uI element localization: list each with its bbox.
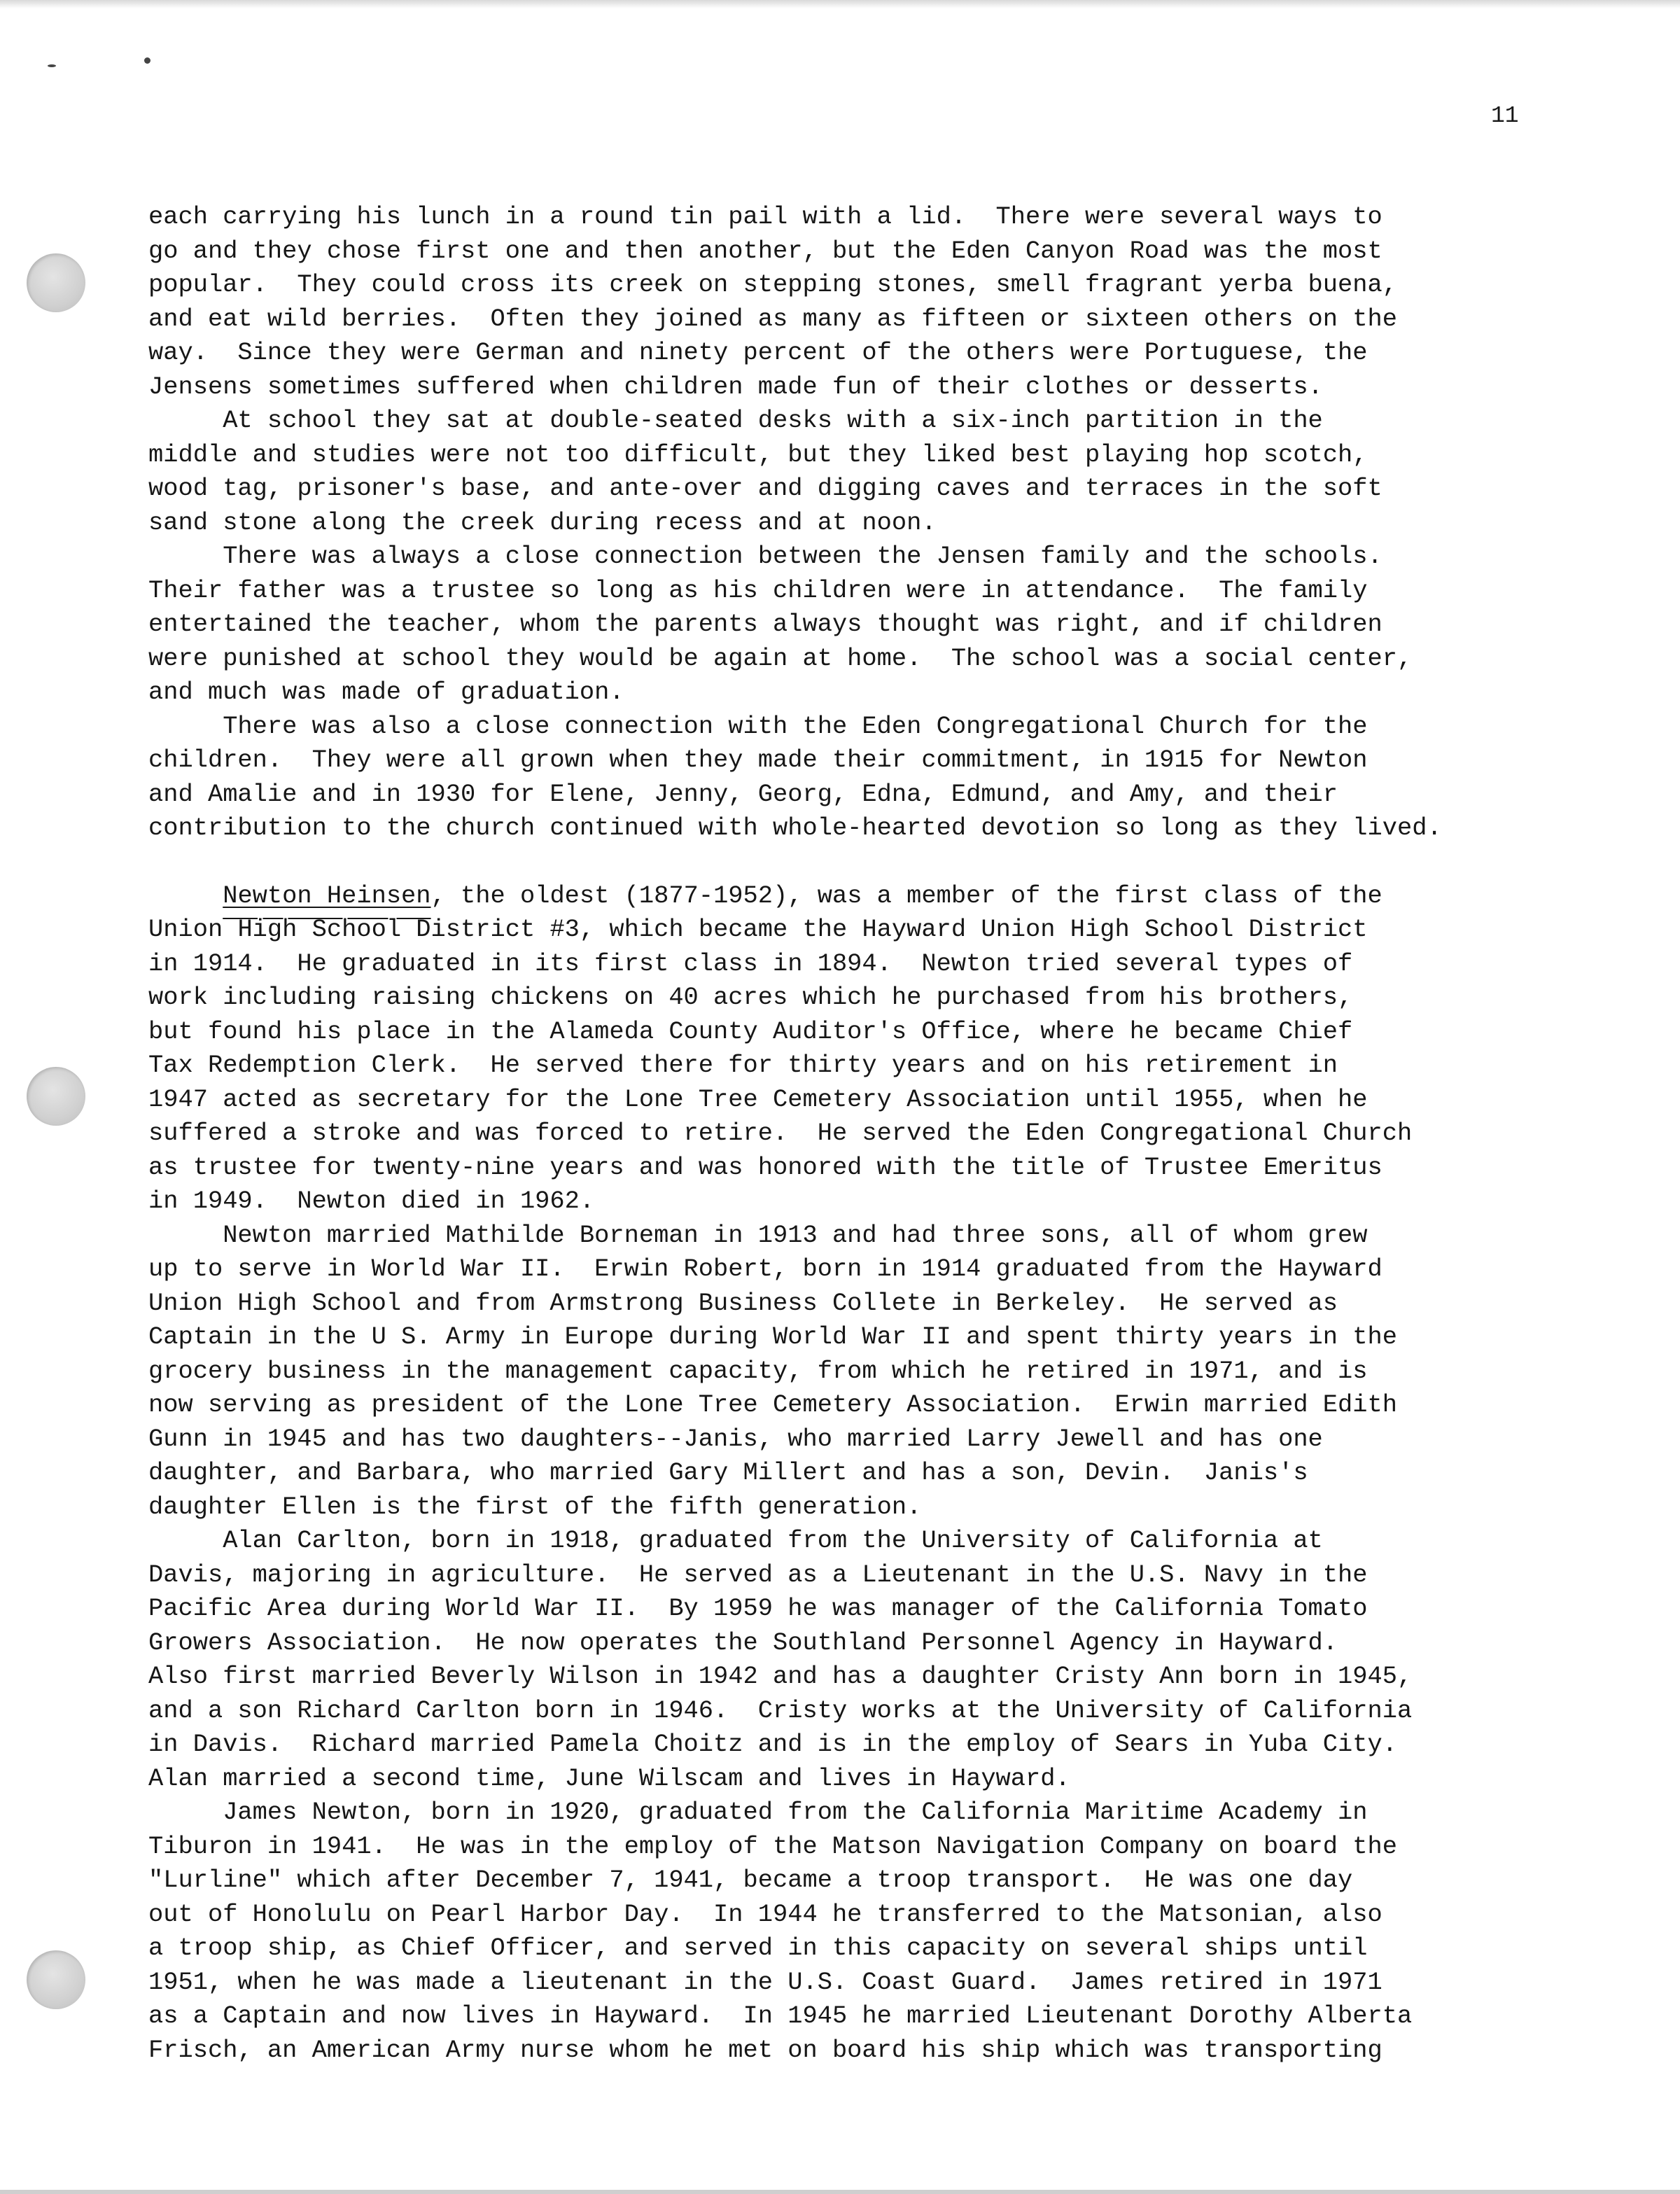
text-line: daughter, and Barbara, who married Gary Millert and has a son, Devin. Janis's: [148, 1459, 1308, 1487]
page-number: 11: [1491, 103, 1519, 129]
text-line: [148, 913, 1611, 947]
text-line: children. They were all grown when they made their commitment, in 1915 for Newton: [148, 746, 1368, 774]
text-line: Tax Redemption Clerk. He served there for thirty years and on his retirement in: [148, 1051, 1338, 1079]
text-line: but found his place in the Alameda County Auditor's Office, where he became Chief: [148, 1017, 1353, 1046]
paragraph-james-newton: [148, 1796, 1611, 2067]
text-line: out of Honolulu on Pearl Harbor Day. In 1944 he transferred to the Matsonian, also: [148, 1900, 1382, 1929]
text-line: were punished at school they would be again at home. The school was a social center,: [148, 644, 1413, 673]
binder-hole-bottom: [27, 1950, 85, 2009]
indent: [148, 882, 223, 910]
section-gap: [148, 846, 1611, 879]
text-line: sand stone along the creek during recess and at noon.: [148, 508, 937, 537]
text-line: grocery business in the management capacity, from which he retired in 1971, and is: [148, 1357, 1368, 1385]
text-line: middle and studies were not too difficult, but they liked best playing hop scotch,: [148, 440, 1368, 469]
text-line: Davis, majoring in agriculture. He served as a Lieutenant in the U.S. Navy in the: [148, 1560, 1368, 1589]
text-line: Captain in the U S. Army in Europe during World War II and spent thirty years in the: [148, 1323, 1397, 1351]
text-run: istrict #3, which became the Hayward Union High School District: [430, 916, 1368, 944]
text-line: up to serve in World War II. Erwin Robert, born in 1914 graduated from the Hayward: [148, 1255, 1382, 1283]
text-line: in 1914. He graduated in its first class in 1894. Newton tried several types of: [148, 949, 1353, 978]
paragraph-alan-carlton: [148, 1524, 1611, 1796]
text-line: and much was made of graduation.: [148, 678, 624, 706]
scan-top-edge: [0, 0, 1680, 8]
person-name-heading: Newton Heinsen: [223, 881, 431, 910]
text-line: contribution to the church continued with whole-hearted devotion so long as they lived.: [148, 814, 1442, 842]
text-line: in Davis. Richard married Pamela Choitz and is in the employ of Sears in Yuba City.: [148, 1731, 1397, 1759]
text-line: Frisch, an American Army nurse whom he met on board his ship which was transporting: [148, 2036, 1382, 2064]
text-line: a troop ship, as Chief Officer, and served in this capacity on several ships until: [148, 1934, 1368, 1962]
paragraph-church-connection: [148, 710, 1611, 846]
text-line: James Newton, born in 1920, graduated from the California Maritime Academy in: [148, 1798, 1368, 1826]
scan-speck: [48, 64, 56, 67]
text-line: Jensens sometimes suffered when children made fun of their clothes or desserts.: [148, 372, 1323, 401]
text-line: suffered a stroke and was forced to retire. He served the Eden Congregational Church: [148, 1119, 1413, 1147]
text-line: Pacific Area during World War II. By 1959 he was manager of the California Tomato: [148, 1595, 1368, 1623]
text-line: There was always a close connection between the Jensen family and the schools.: [148, 543, 1382, 571]
text-line: popular. They could cross its creek on stepping stones, smell fragrant yerba buena,: [148, 271, 1397, 299]
text-line: now serving as president of the Lone Tree Cemetery Association. Erwin married Edith: [148, 1391, 1397, 1419]
paragraph-newton-family: [148, 1219, 1611, 1525]
text-line: and a son Richard Carlton born in 1946. Cristy works at the University of California: [148, 1696, 1413, 1725]
text-line: and eat wild berries. Often they joined as many as fifteen or sixteen others on the: [148, 305, 1397, 333]
scan-bottom-edge: [0, 2190, 1680, 2194]
text-line: There was also a close connection with the Eden Congregational Church for the: [148, 712, 1368, 741]
text-line: Newton married Mathilde Borneman in 1913 and had three sons, all of whom grew: [148, 1221, 1368, 1250]
text-line: Gunn in 1945 and has two daughters--Janis, who married Larry Jewell and has one: [148, 1425, 1323, 1453]
scan-speck: [144, 57, 150, 64]
text-line: "Lurline" which after December 7, 1941, became a troop transport. He was one day: [148, 1866, 1353, 1894]
text-line: At school they sat at double-seated desks with a six-inch partition in the: [148, 407, 1323, 435]
text-line: go and they chose first one and then another, but the Eden Canyon Road was the most: [148, 237, 1382, 265]
text-line: daughter Ellen is the first of the fifth generation.: [148, 1493, 922, 1521]
text-line: each carrying his lunch in a round tin pail with a lid. There were several ways to: [148, 203, 1382, 231]
text-line: work including raising chickens on 40 acres which he purchased from his brothers,: [148, 984, 1353, 1012]
body-text: [148, 200, 1611, 2067]
text-line: way. Since they were German and ninety percent of the others were Portuguese, the: [148, 339, 1368, 367]
binder-hole-middle: [27, 1067, 85, 1126]
text-line: as trustee for twenty-nine years and was honored with the title of Trustee Emeritus: [148, 1153, 1382, 1182]
text-line: wood tag, prisoner's base, and ante-over and digging caves and terraces in the soft: [148, 475, 1382, 503]
text-line: 1951, when he was made a lieutenant in the U.S. Coast Guard. James retired in 1971: [148, 1968, 1382, 1997]
text-line: 1947 acted as secretary for the Lone Tree Cemetery Association until 1955, when he: [148, 1085, 1368, 1114]
paragraph-school-connection: [148, 540, 1611, 710]
text-line: entertained the teacher, whom the parents always thought was right, and if children: [148, 610, 1382, 638]
text-line: Growers Association. He now operates the Southland Personnel Agency in Hayward.: [148, 1628, 1338, 1657]
text-line: Alan Carlton, born in 1918, graduated from the University of California at: [148, 1527, 1323, 1555]
text-run-overlined: High School D: [223, 916, 431, 944]
binder-hole-top: [27, 253, 85, 312]
text-line: Alan married a second time, June Wilscam and lives in Hayward.: [148, 1764, 1070, 1793]
paragraph-walk-to-school: [148, 200, 1611, 404]
text-run: , the oldest (1877-1952), was a member of the first class of the: [430, 881, 1382, 910]
paragraph-newton-heinsen: [148, 879, 1611, 1219]
text-line: and Amalie and in 1930 for Elene, Jenny, Georg, Edna, Edmund, and Amy, and their: [148, 780, 1338, 809]
text-line: as a Captain and now lives in Hayward. In 1945 he married Lieutenant Dorothy Alberta: [148, 2002, 1413, 2030]
text-line: Their father was a trustee so long as his children were in attendance. The family: [148, 576, 1368, 605]
text-line: in 1949. Newton died in 1962.: [148, 1187, 595, 1215]
text-run: Union: [148, 916, 223, 944]
text-line: Also first married Beverly Wilson in 1942 and has a daughter Cristy Ann born in 1945,: [148, 1663, 1413, 1691]
text-line: Tiburon in 1941. He was in the employ of the Matson Navigation Company on board the: [148, 1832, 1397, 1861]
text-line: Union High School and from Armstrong Business Collete in Berkeley. He served as: [148, 1289, 1338, 1318]
text-line: [148, 879, 1611, 914]
paragraph-at-school: [148, 404, 1611, 540]
